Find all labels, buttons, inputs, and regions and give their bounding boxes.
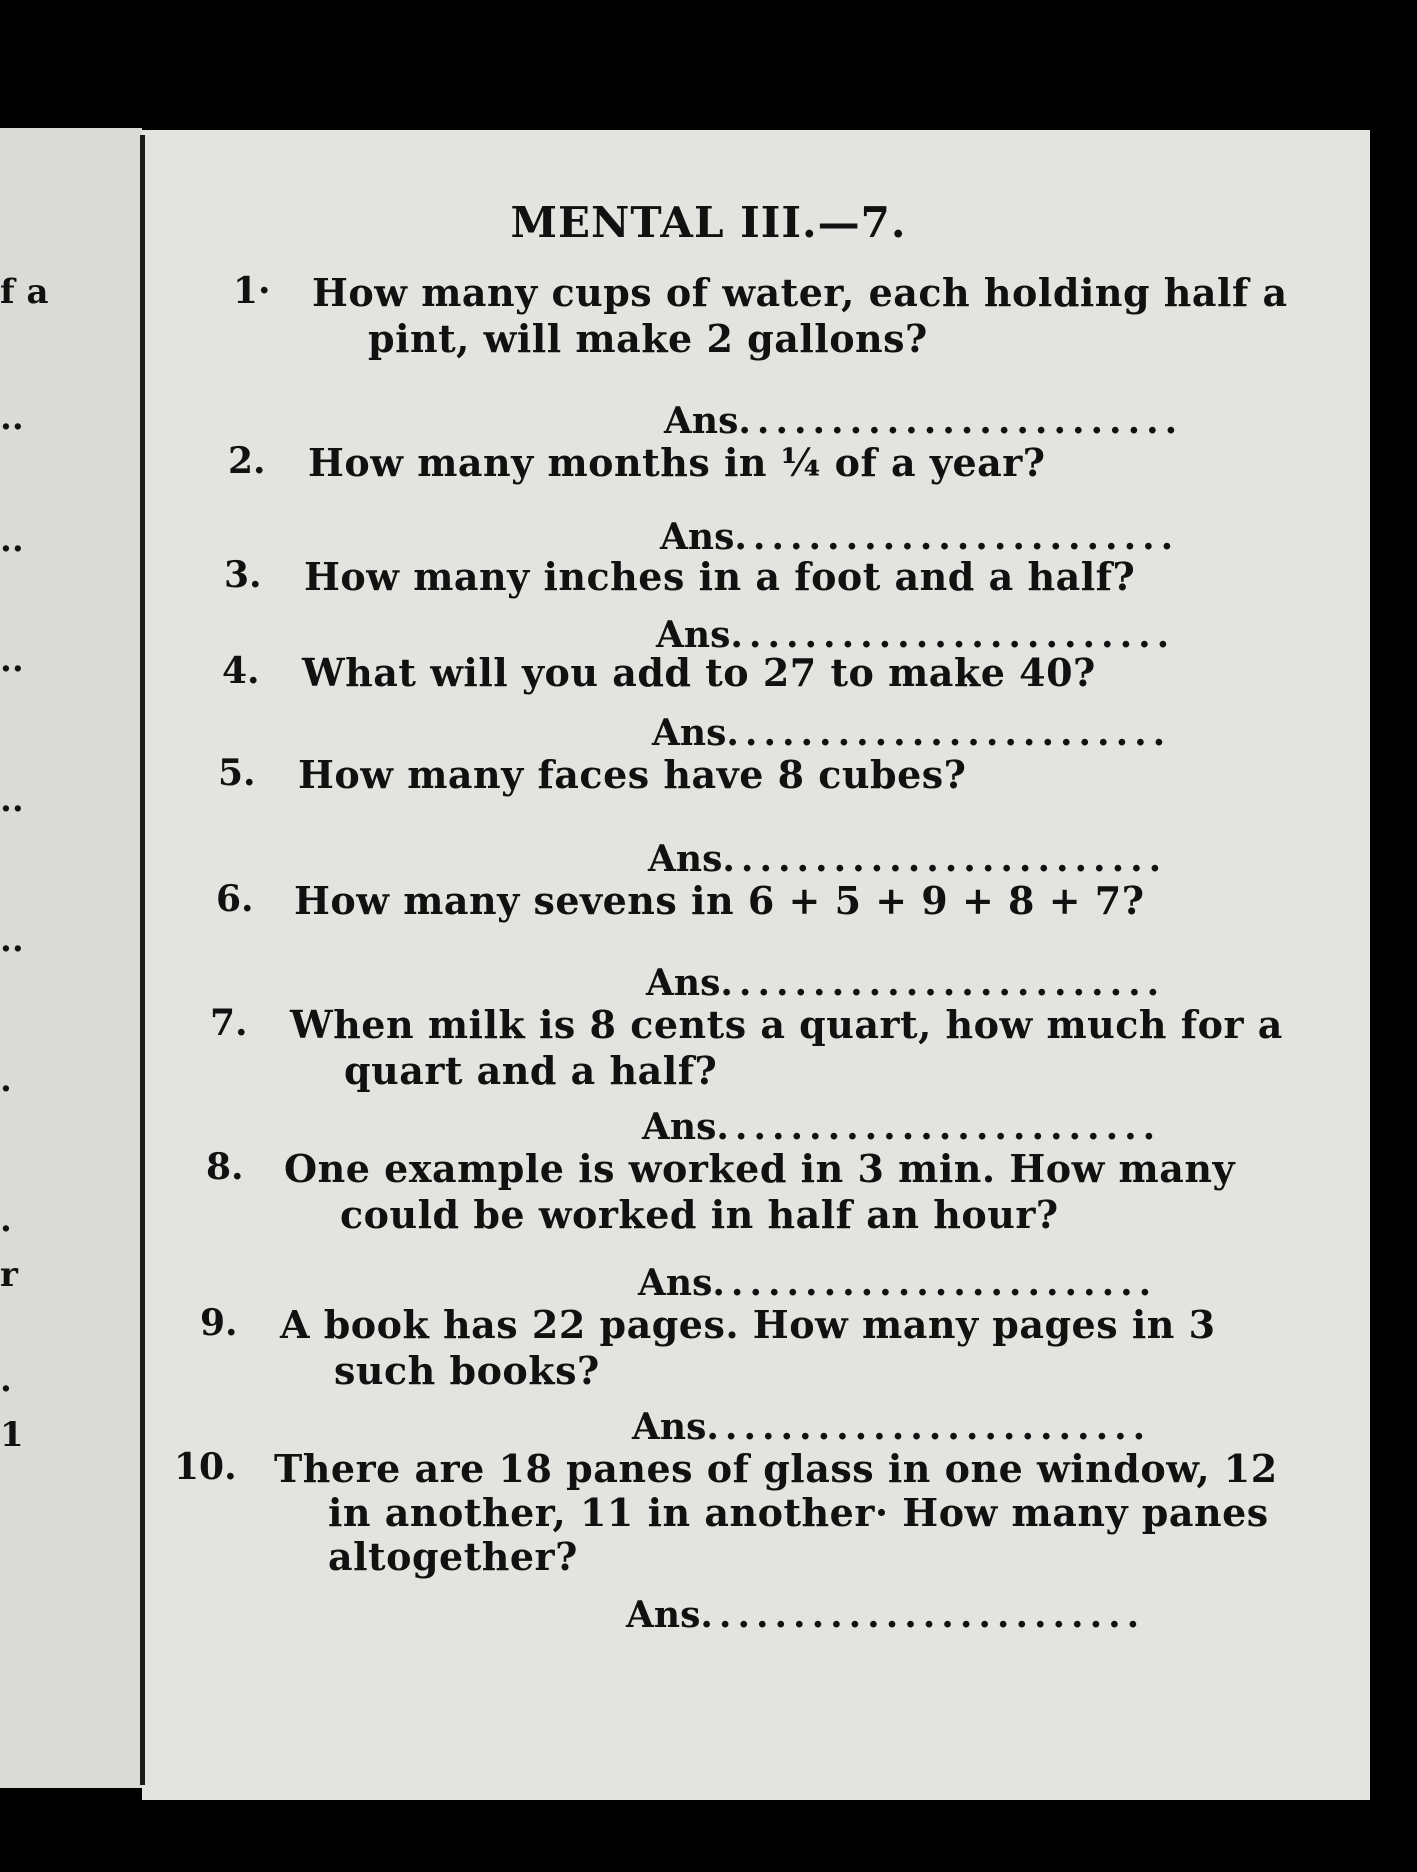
question-text: How many months in ¼ of a year?	[308, 440, 1046, 485]
question-number: 5.	[218, 752, 256, 794]
answer-line	[648, 838, 1167, 880]
question-number: 1·	[233, 270, 271, 312]
question-text: One example is worked in 3 min. How many	[284, 1146, 1236, 1191]
left-margin-text: ..	[0, 398, 24, 438]
answer-line	[664, 400, 1183, 442]
answer-blank: ........................	[716, 1106, 1162, 1148]
left-margin-text: ..	[0, 780, 24, 820]
answer-label: Ans	[656, 614, 731, 656]
answer-label: Ans	[632, 1406, 707, 1448]
left-margin-text: 1	[0, 1415, 24, 1455]
question-number: 6.	[216, 878, 254, 920]
question-text: How many sevens in 6 + 5 + 9 + 8 + 7?	[294, 878, 1145, 923]
question-number: 3.	[224, 554, 262, 596]
answer-blank: ........................	[734, 516, 1180, 558]
question-number: 7.	[210, 1002, 248, 1044]
answer-line	[652, 712, 1171, 754]
left-margin-text: ..	[0, 520, 24, 560]
page-title: MENTAL III.—7.	[510, 198, 907, 247]
answer-label: Ans	[638, 1262, 713, 1304]
question-text-continued: pint, will make 2 gallons?	[368, 316, 928, 361]
answer-line	[632, 1406, 1151, 1448]
answer-blank: ........................	[722, 838, 1168, 880]
answer-line	[660, 516, 1179, 558]
question-text: What will you add to 27 to make 40?	[302, 650, 1096, 695]
answer-line	[626, 1594, 1145, 1636]
question-text-continued: altogether?	[328, 1534, 578, 1579]
question-text-continued: such books?	[334, 1348, 600, 1393]
question-text-continued: quart and a half?	[344, 1048, 718, 1093]
answer-blank: ........................	[706, 1406, 1152, 1448]
question-text: There are 18 panes of glass in one window, 12	[274, 1446, 1278, 1491]
answer-label: Ans	[648, 838, 723, 880]
question-text: A book has 22 pages. How many pages in 3	[280, 1302, 1216, 1347]
answer-line	[638, 1262, 1157, 1304]
answer-label: Ans	[626, 1594, 701, 1636]
question-text: How many faces have 8 cubes?	[298, 752, 967, 797]
answer-label: Ans	[660, 516, 735, 558]
answer-label: Ans	[646, 962, 721, 1004]
answer-blank: ........................	[700, 1594, 1146, 1636]
left-margin-text: ..	[0, 640, 24, 680]
question-number: 4.	[222, 650, 260, 692]
question-text: How many inches in a foot and a half?	[304, 554, 1136, 599]
question-number: 10.	[174, 1446, 237, 1488]
left-margin-text: .	[0, 1060, 12, 1100]
question-text: How many cups of water, each holding half a	[312, 270, 1288, 315]
left-margin-text: .	[0, 1360, 12, 1400]
question-text: When milk is 8 cents a quart, how much for a	[290, 1002, 1283, 1047]
answer-blank: ........................	[712, 1262, 1158, 1304]
question-number: 9.	[200, 1302, 238, 1344]
question-number: 2.	[228, 440, 266, 482]
question-number: 8.	[206, 1146, 244, 1188]
question-text-continued: could be worked in half an hour?	[340, 1192, 1059, 1237]
left-margin-text: r	[0, 1255, 18, 1295]
question-text-continued: in another, 11 in another· How many panes	[328, 1490, 1269, 1535]
answer-label: Ans	[652, 712, 727, 754]
answer-blank: ........................	[730, 614, 1176, 656]
answer-label: Ans	[664, 400, 739, 442]
answer-blank: ........................	[738, 400, 1184, 442]
answer-blank: ........................	[720, 962, 1166, 1004]
answer-line	[642, 1106, 1161, 1148]
left-margin-text: f a	[0, 272, 49, 312]
page-fold-line	[140, 135, 145, 1785]
answer-blank: ........................	[726, 712, 1172, 754]
left-margin-text: ..	[0, 920, 24, 960]
left-margin-text: .	[0, 1200, 12, 1240]
answer-label: Ans	[642, 1106, 717, 1148]
answer-line	[646, 962, 1165, 1004]
